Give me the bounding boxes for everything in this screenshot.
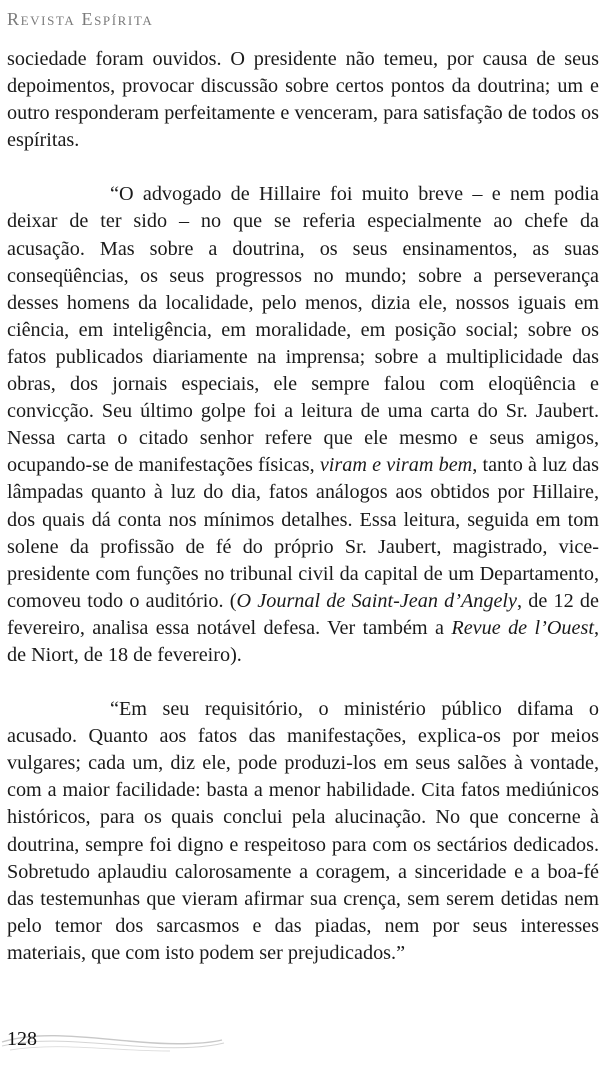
page-number: 128 [7, 1028, 37, 1050]
revue-title: Revue de l’Ouest [451, 616, 594, 639]
journal-title: O Journal de Saint-Jean d’Angely [236, 589, 517, 612]
running-header: Revista Espírita [7, 9, 154, 29]
emphasis-viram: viram e viram bem [319, 454, 473, 477]
paragraph-3: “Em seu requisitório, o ministério público difama o acusado. Quanto aos fatos das manifestações, explica-os por meios vulgares; cada um, diz ele, pode produzi-los em seus salões à vontade, com a maior facilidade: basta a menor habilidade. Cita fatos mediúnicos históricos, para os quais conclui pela alucinação. No que concerne à doutrina, sempre foi digno e respeitoso para com os sectários dedicados. Sobretudo aplaudiu calorosamente a coragem, a sinceridade e a boa-fé das testemunhas que vieram afirmar sua crença, sem serem detidas nem pelo temor dos sarcasmos e das piadas, nem por seus interesses materiais, que com isto podem ser prejudicados.” [7, 698, 599, 964]
paragraph-2: “O advogado de Hillaire foi muito breve – e nem podia deixar de ter sido – no que se referia especialmente ao chefe da acusação. Mas sobre a doutrina, os seus ensinamentos, as suas conseqüências, os seus progressos no mundo; sobre a perseverança desses homens da localidade, pelo menos, dizia ele, nossos iguais em ciência, em inteligência, em moralidade, em posição social; sobre os fatos publicados diariamente na imprensa; sobre a multiplicidade das obras, dos jornais especiais, ele sempre falou com eloqüência e convicção. Seu último golpe foi a leitura de uma carta do Sr. Jaubert. Nessa carta o citado senhor refere que ele mesmo e seus amigos, ocupando-se de manifestações físicas, viram e viram bem, tanto à luz das lâmpadas quanto à luz do dia, fatos análogos aos obtidos por Hillaire, dos quais dá conta nos mínimos detalhes. Essa leitura, seguida em tom solene da profissão de fé do próprio Sr. Jaubert, magistrado, vice-presidente com funções no tribunal civil da capital de um Departamento, comoveu todo o auditório. (O Journal de Saint-Jean d’Angely, de 12 de fevereiro, analisa essa notável defesa. Ver também a Revue de l’Ouest, de Niort, de 18 de fevereiro). [7, 183, 599, 666]
paragraph-1: sociedade foram ouvidos. O presidente não temeu, por causa de seus depoimentos, provocar discussão sobre certos pontos da doutrina; um e outro responderam perfeitamente e venceram, para satisfação de todos os espíritas. [7, 48, 599, 152]
page-body [7, 46, 599, 967]
